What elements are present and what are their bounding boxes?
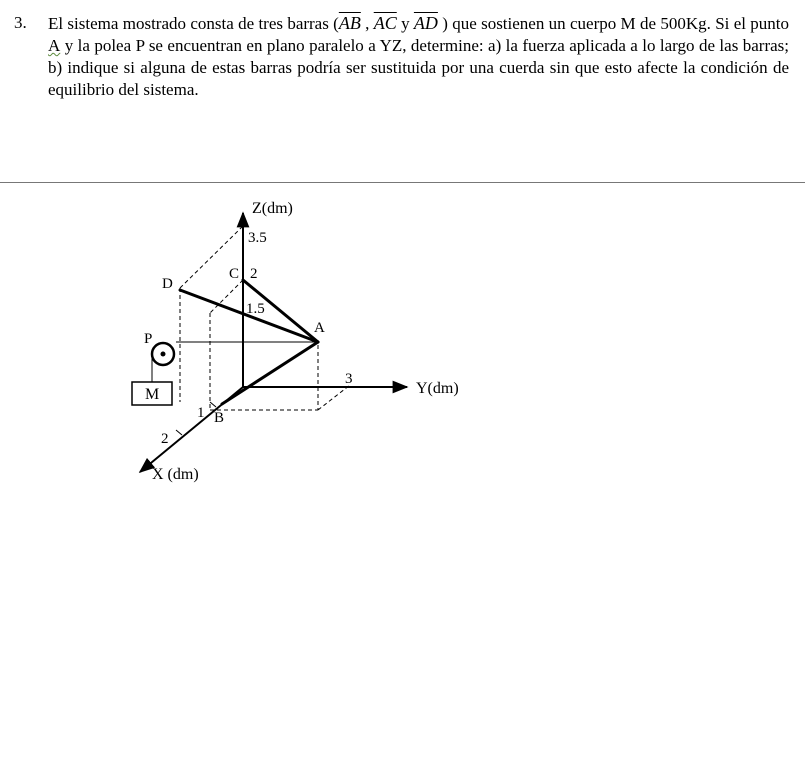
z-tick-1-5: 1.5	[246, 301, 265, 317]
point-c-label: C	[229, 266, 240, 282]
problem-text-part-3: y la polea P se encuentran en plano paralelo a YZ, determine: a) la fuerza aplicada a lo largo de las barras; b) indique si alguna de estas barras podría ser sustituida por una cuerda sin que esto afecte la condición de equilibrio del sistema.	[48, 36, 789, 99]
x-axis-label: X (dm)	[152, 466, 199, 483]
pulley-label: P	[144, 331, 153, 347]
mass-label: M	[145, 386, 160, 403]
point-a-mark: A	[48, 36, 61, 55]
bar-ac-label: $\overline{AC}$	[373, 13, 397, 33]
x-tick-2: 2	[161, 431, 169, 447]
y-axis-label: Y(dm)	[416, 380, 459, 397]
bar-ab	[222, 342, 318, 404]
z-tick-2: 2	[250, 266, 258, 282]
z-axis-label: Z(dm)	[252, 200, 293, 217]
bar-ad-label: $\overline{AD}$	[413, 13, 438, 33]
problem-number: 3.	[14, 13, 27, 32]
z-tick-3-5: 3.5	[248, 230, 267, 246]
point-b-label: B	[214, 410, 225, 426]
point-d-label: D	[162, 276, 173, 292]
construction-lines	[180, 226, 350, 410]
bar-ab-label: $\overline{AB}$	[338, 13, 361, 33]
problem-text-part-1: El sistema mostrado consta de tres barras (	[48, 14, 339, 33]
problem-text: El sistema mostrado consta de tres barras ($\overline{AB}$ , $\overline{AC}$ y $\overline{AD}$ ) que sostienen un cuerpo M de 500Kg. Si el punto A y la polea P se encuentran en plano paralelo a YZ, determine: a) la fuerza aplicada a lo largo de las barras; b) indique si alguna de estas barras podría ser sustituida por una cuerda sin que esto afecte la condición de equilibrio del sistema.	[48, 13, 790, 99]
point-a-label: A	[314, 320, 325, 336]
pulley-icon	[152, 343, 174, 365]
y-tick-3: 3	[345, 371, 353, 387]
x-tick-1: 1	[197, 405, 205, 421]
problem-text-part-2: ) que sostienen un cuerpo M de 500Kg. Si el punto	[437, 14, 790, 33]
